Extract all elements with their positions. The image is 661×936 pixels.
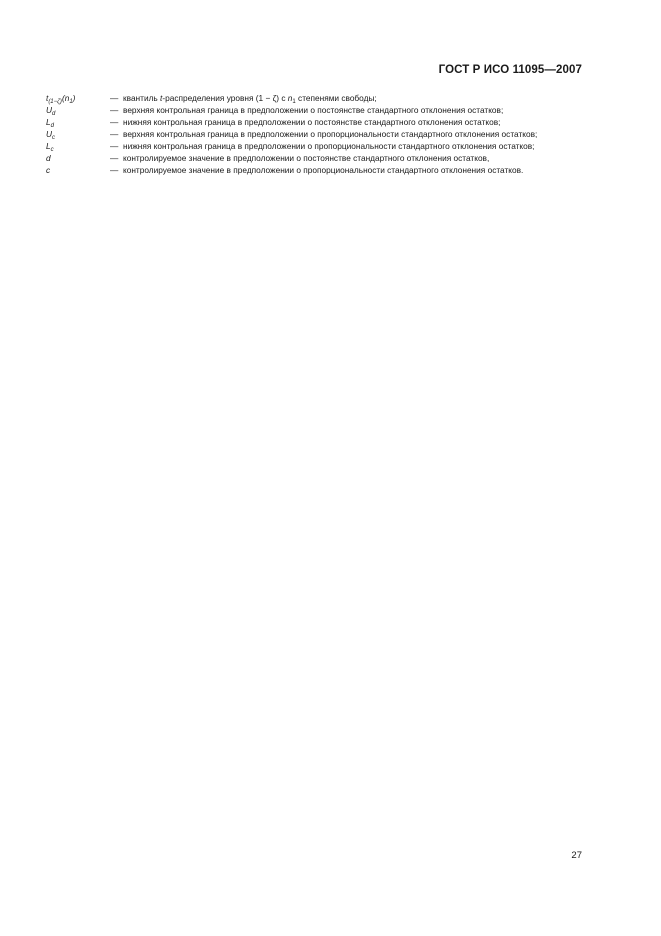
definition-dash: — [110,165,119,175]
definition-text: верхняя контрольная граница в предположении о пропорциональности стандартного отклонения остатков; [123,129,538,139]
definition-symbol: $U_d$ [46,105,56,117]
document-standard-header: ГОСТ Р ИСО 11095—2007 [438,64,582,76]
page-number: 27 [571,850,582,861]
definition-row [46,104,582,116]
symbol-definitions-list [46,92,582,176]
definition-row [46,164,582,176]
definition-symbol: $U_c$ [46,129,55,141]
definition-text: верхняя контрольная граница в предположении о постоянстве стандартного отклонения остатков; [123,105,504,115]
definition-dash: — [110,93,119,103]
definition-symbol: $t_{(1-\zeta)}(n_1)$ [46,93,76,105]
definition-text: контролируемое значение в предположении о постоянстве стандартного отклонения остатков, [123,153,490,163]
definition-text: квантиль t-распределения уровня (1 − ζ) с $n_1$ степенями свободы; [123,93,377,105]
definition-row [46,140,582,152]
definition-dash: — [110,153,119,163]
definition-dash: — [110,141,119,151]
definition-row [46,152,582,164]
definition-text: нижняя контрольная граница в предположении о пропорциональности стандартного отклонения остатков; [123,141,535,151]
definition-text: нижняя контрольная граница в предположении о постоянстве стандартного отклонения остатков; [123,117,501,127]
definition-symbol: $L_c$ [46,141,54,153]
definition-row [46,128,582,140]
definition-dash: — [110,129,119,139]
definition-row [46,116,582,128]
definition-dash: — [110,105,119,115]
definition-symbol: c [46,165,51,175]
definition-symbol: $L_d$ [46,117,54,129]
definition-dash: — [110,117,119,127]
definition-text: контролируемое значение в предположении о пропорциональности стандартного отклонения остатков. [123,165,524,175]
definition-symbol: d [46,153,51,163]
definition-row [46,92,582,104]
